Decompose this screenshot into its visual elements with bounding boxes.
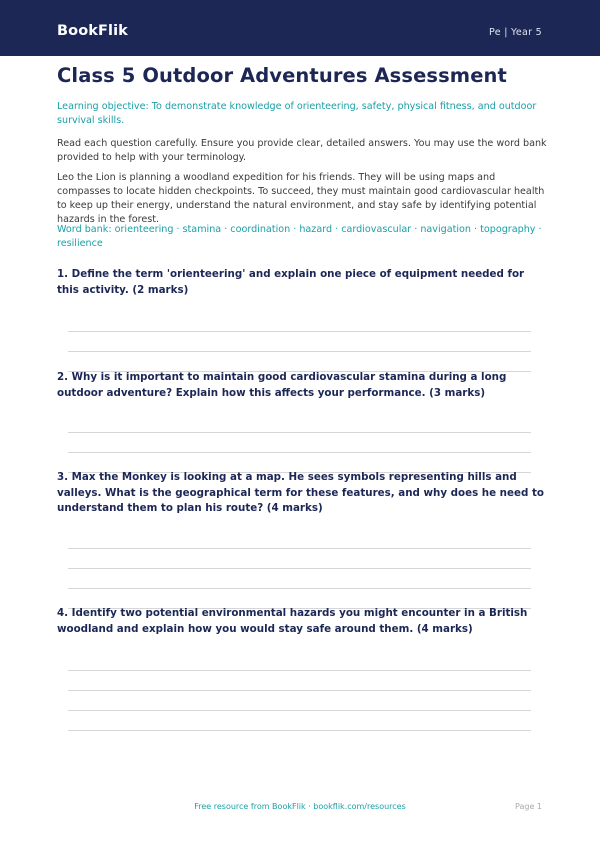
answer-line[interactable] <box>68 351 531 352</box>
learning-objective: Learning objective: To demonstrate knowledge of orienteering, safety, physical fitness, and outdoor survival skills. <box>57 101 537 126</box>
question-3: 3. Max the Monkey is looking at a map. He sees symbols representing hills and valleys. What is the geographical term for these features, and why does he need to understand them to plan his route? (4 marks) <box>57 471 544 514</box>
answer-line[interactable] <box>68 568 531 569</box>
question-4: 4. Identify two potential environmental hazards you might encounter in a British woodland and explain how you would stay safe around them. (4 marks) <box>57 607 528 635</box>
header-bar <box>0 0 600 56</box>
answer-line[interactable] <box>68 432 531 433</box>
page-number: Page 1 <box>515 802 542 811</box>
answer-line[interactable] <box>68 588 531 589</box>
subject-year-label: Pe | Year 5 <box>489 27 542 38</box>
brand-logo[interactable]: BookFlik <box>57 23 128 39</box>
page-title: Class 5 Outdoor Adventures Assessment <box>57 64 507 87</box>
answer-line[interactable] <box>68 331 531 332</box>
answer-line[interactable] <box>68 730 531 731</box>
footer-resource-link[interactable]: Free resource from BookFlik · bookflik.com/resources <box>194 802 406 811</box>
answer-line[interactable] <box>68 710 531 711</box>
question-2: 2. Why is it important to maintain good cardiovascular stamina during a long outdoor adventure? Explain how this affects your performance. (3 marks) <box>57 371 507 399</box>
question-1: 1. Define the term 'orienteering' and explain one piece of equipment needed for this activity. (2 marks) <box>57 268 525 296</box>
answer-line[interactable] <box>68 690 531 691</box>
word-bank: Word bank: orienteering · stamina · coordination · hazard · cardiovascular · navigation · topography · resilience <box>57 224 542 249</box>
answer-line[interactable] <box>68 670 531 671</box>
instructions-text: Read each question carefully. Ensure you provide clear, detailed answers. You may use the word bank provided to help with your terminology. <box>57 138 547 163</box>
answer-line[interactable] <box>68 548 531 549</box>
scenario-text: Leo the Lion is planning a woodland expedition for his friends. They will be using maps and compasses to locate hidden checkpoints. To succeed, they must maintain good cardiovascular health to keep up their energy, understand the natural environment, and stay safe by identifying potential hazards in the forest. <box>57 172 545 225</box>
answer-line[interactable] <box>68 452 531 453</box>
